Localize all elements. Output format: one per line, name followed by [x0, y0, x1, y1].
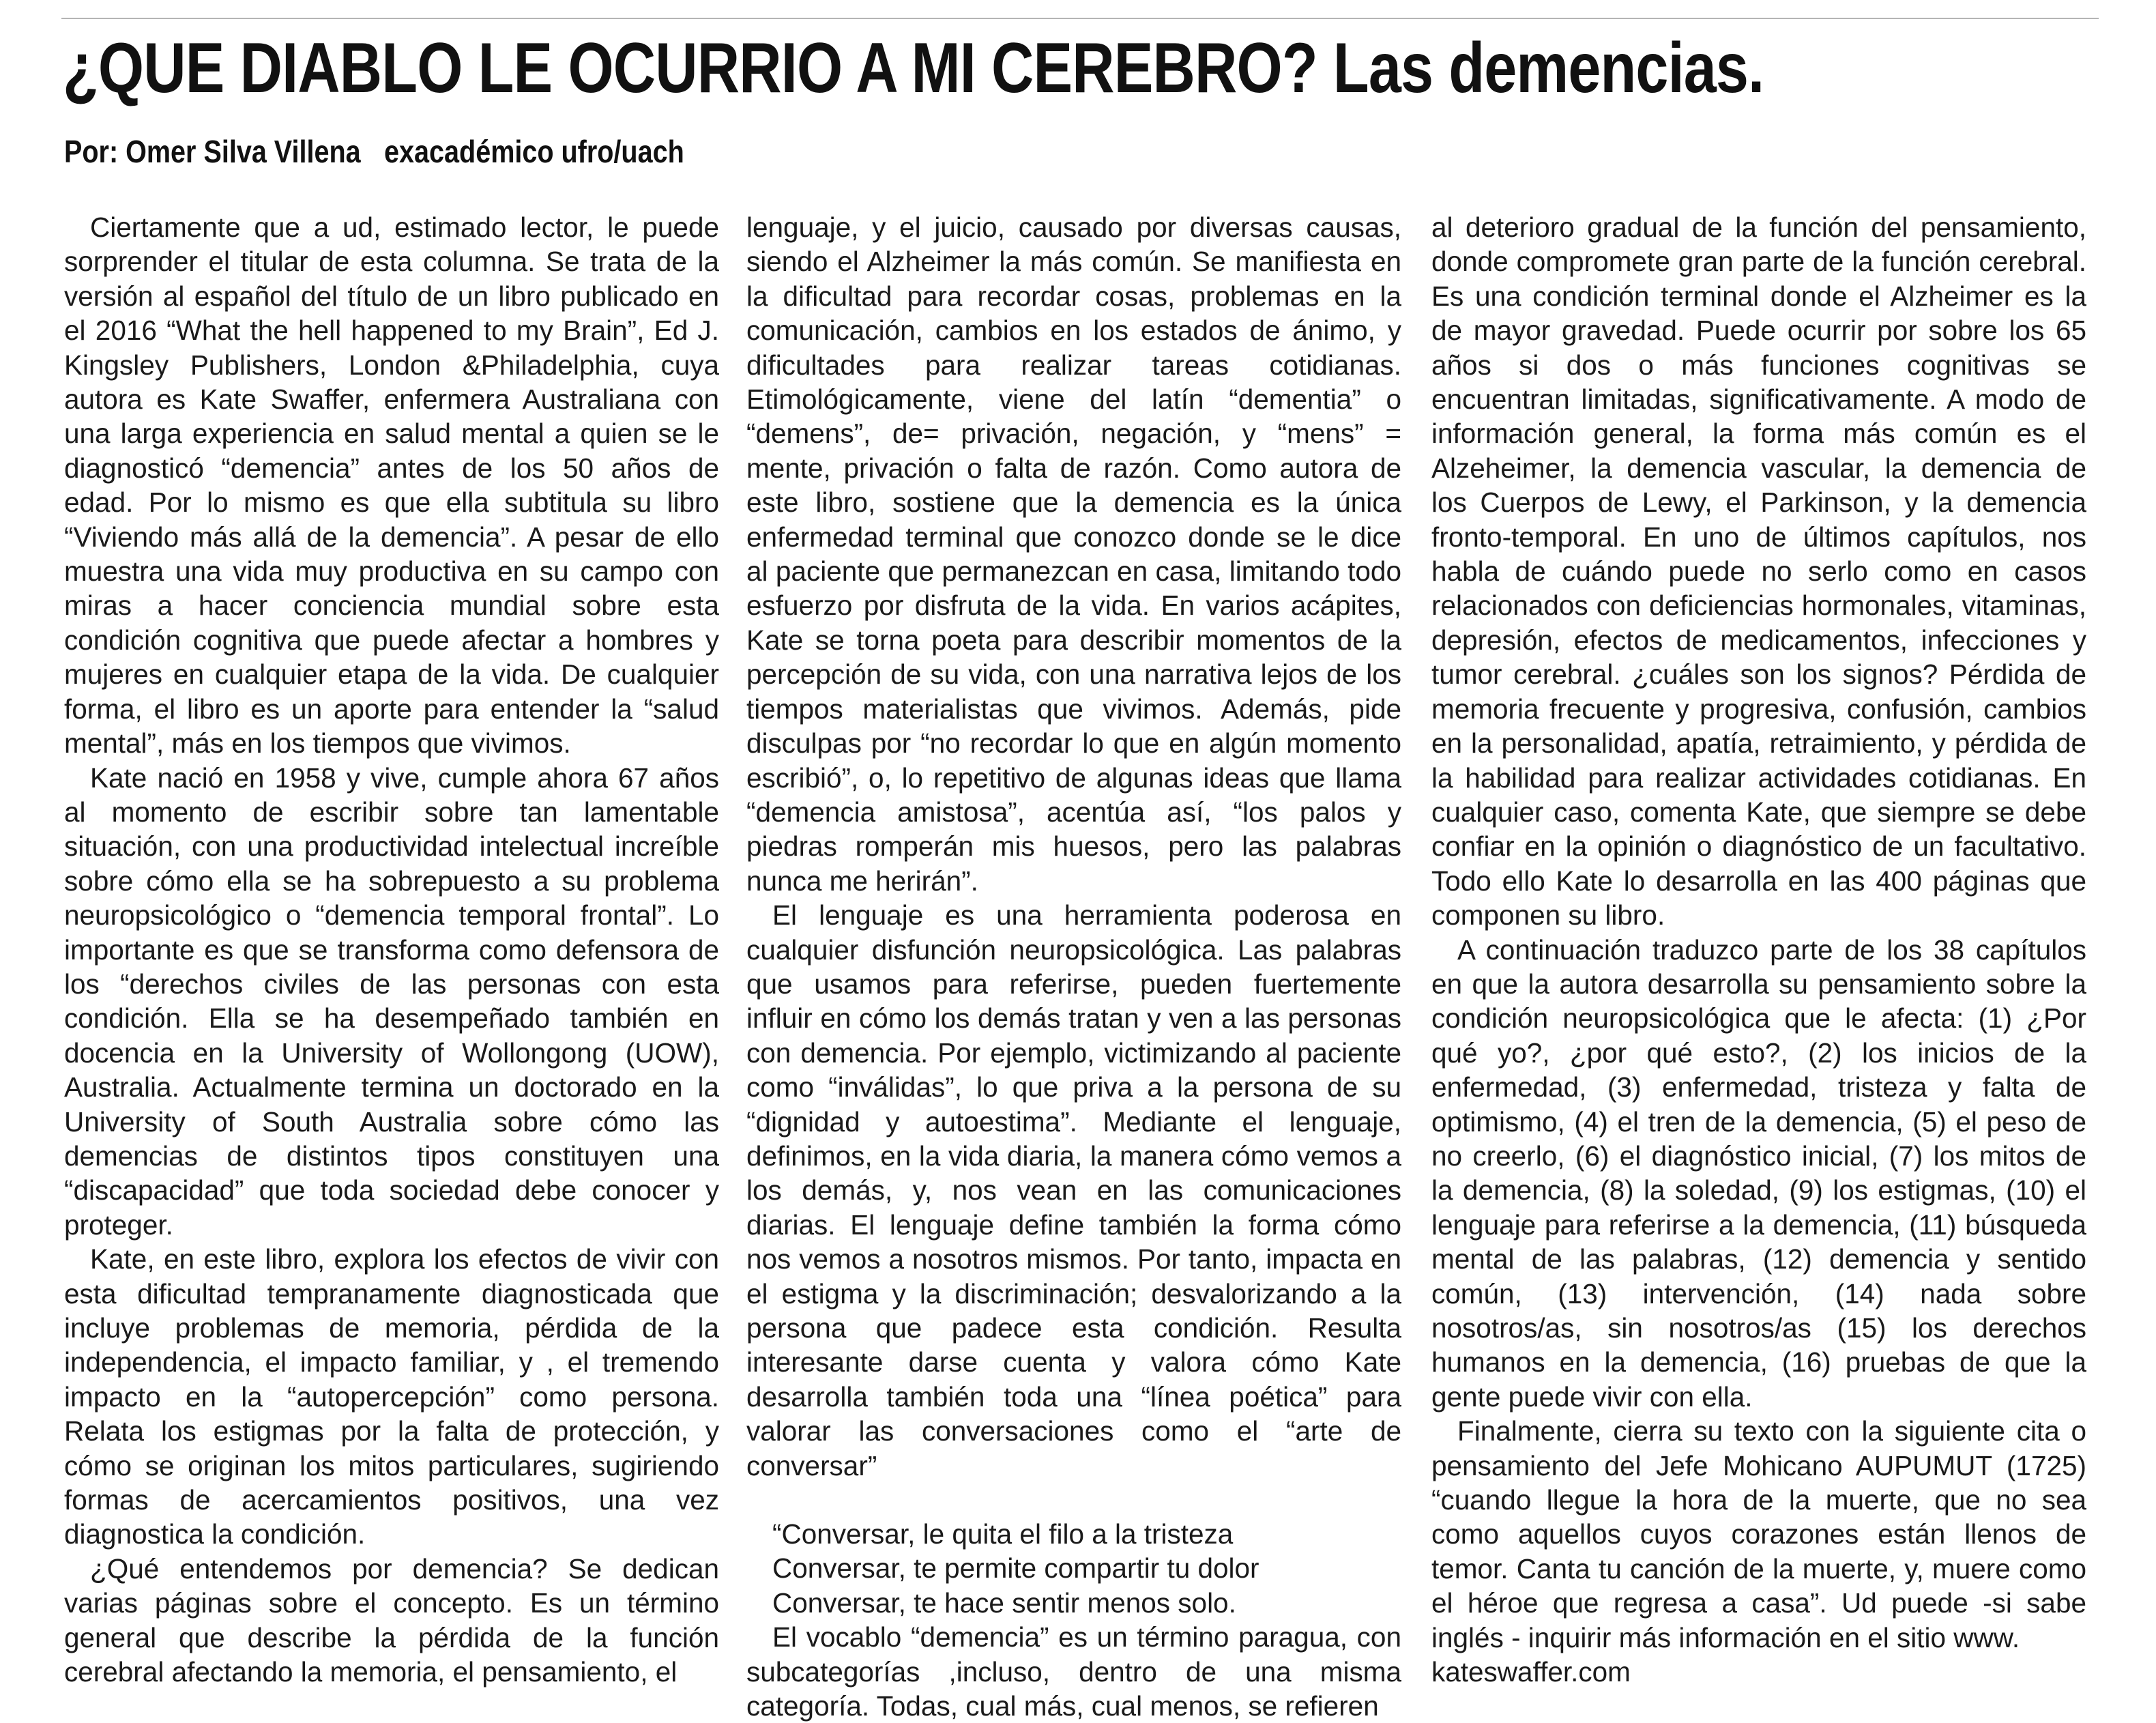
- author-role: exacadémico ufro/uach: [384, 134, 684, 169]
- paragraph-language: El lenguaje es una herramienta poderosa en cualquier disfunción neuropsicológica. Las palabras que usamos para referirse, pueden fuertemente influir en cómo los demás tratan y ven a las personas con demencia. Por ejemplo, victimizando al paciente como “inválidas”, lo que priva a la persona de su “dignidad y autoestima”. Mediante el lenguaje, definimos, en la vida diaria, la manera cómo vemos a los demás, y, nos vean en las comunicaciones diarias. El lenguaje define también la forma cómo nos vemos a nosotros mismos. Por tanto, impacta en el estigma y la discriminación; desvalorizando a la persona que padece esta condición. Resulta interesante darse cuenta y valora cómo Kate desarrolla también toda una “línea poética” para valorar las conversaciones como el “arte de conversar”: [746, 899, 1401, 1481]
- paragraph-umbrella-continued: al deterioro gradual de la función del pensamiento, donde compromete gran parte de la función cerebral. Es una condición terminal donde el Alzheimer es la de mayor gravedad. Puede ocurrir por sobre los 65 años si dos o más funciones cognitivas se encuentran limitadas, significativamente. A modo de información general, la forma más común es el Alzeheimer, la demencia vascular, la demencia de los Cuerpos de Lewy, el Parkinson, y la demencia fronto-temporal. En uno de últimos capítulos, nos habla de cuándo puede no serlo como en casos relacionados con deficiencias hormonales, vitaminas, depresión, efectos de medicamentos, infecciones y tumor cerebral. ¿cuáles son los signos? Pérdida de memoria frecuente y progresiva, confusión, cambios en la personalidad, apatía, retraimiento, y pérdida de la habilidad para realizar actividades cotidianas. En cualquier caso, comenta Kate, que siempre se debe confiar en la opinión o diagnóstico de un facultativo. Todo ello Kate lo desarrolla en las 400 páginas que componen su libro.: [1431, 212, 2086, 931]
- article-column-1: [64, 210, 719, 1698]
- article-column-2: [746, 210, 1401, 1722]
- poem-line: Conversar, te hace sentir menos solo.: [772, 1587, 1236, 1619]
- author-name: Por: Omer Silva Villena: [64, 134, 361, 169]
- poem-line: “Conversar, le quita el filo a la tristeza: [772, 1518, 1234, 1550]
- paragraph-definition-start: ¿Qué entendemos por demencia? Se dedican varias páginas sobre el concepto. Es un término general que describe la pérdida de la función cerebral afectando la memoria, el pensamiento, el: [64, 1552, 719, 1688]
- poem-quote: [746, 1517, 1401, 1620]
- paragraph-book-themes: Kate, en este libro, explora los efectos de vivir con esta dificultad tempranamente diagnosticada que incluye problemas de memoria, pérdida de la independencia, el impacto familiar, y , el tremendo impacto en la “autopercepción” como persona. Relata los estigmas por la falta de protección, y cómo se originan los mitos particulares, sugiriendo formas de acercamientos positivos, una vez diagnostica la condición.: [64, 1243, 719, 1550]
- paragraph-intro: Ciertamente que a ud, estimado lector, le puede sorprender el titular de esta columna. Se trata de la versión al español del título de un libro publicado en el 2016 “What the hell happened to my Brain”, Ed J. Kingsley Publishers, London &Philadelphia, cuya autora es Kate Swaffer, enfermera Australiana con una larga experiencia en salud mental a quien se le diagnosticó “demencia” antes de los 50 años de edad. Por lo mismo es que ella subtitula su libro “Viviendo más allá de la demencia”. A pesar de ello muestra una vida muy productiva en su campo con miras a hacer conciencia mundial sobre esta condición cognitiva que puede afectar a hombres y mujeres en cualquier etapa de la vida. De cualquier forma, el libro es un aporte para entender la “salud mental”, más en los tiempos que vivimos.: [64, 212, 719, 759]
- paragraph-kate-bio: Kate nació en 1958 y vive, cumple ahora 67 años al momento de escribir sobre tan lamentable situación, con una productividad intelectual increíble sobre cómo ella se ha sobrepuesto a su problema neuropsicológico o “demencia temporal frontal”. Lo importante es que se transforma como defensora de los “derechos civiles de las personas con esta condición. Ella se ha desempeñado también en docencia en la University of Wollongong (UOW), Australia. Actualmente termina un doctorado en la University of South Australia sobre cómo las demencias de distintos tipos constituyen una “discapacidad” que toda sociedad debe conocer y proteger.: [64, 762, 719, 1241]
- paragraph-chapters: A continuación traduzco parte de los 38 capítulos en que la autora desarrolla su pensamiento sobre la condición neuropsicológica que le afecta: (1) ¿Por qué yo?, ¿por qué esto?, (2) los inicios de la enfermedad, (3) enfermedad, tristeza y falta de optimismo, (4) el tren de la demencia, (5) el peso de no creerlo, (6) el diagnóstico inicial, (7) los mitos de la demencia, (8) la soledad, (9) los estigmas, (10) el lenguaje para referirse a la demencia, (11) búsqueda mental de las palabras, (12) demencia y sentido común, (13) intervención, (14) nada sobre nosotros/as, sin nosotros/as (15) los derechos humanos en la demencia, (16) pruebas de que la gente puede vivir con ella.: [1431, 933, 2086, 1413]
- website-url: kateswaffer.com: [1431, 1656, 1631, 1688]
- paragraph-umbrella-term: El vocablo “demencia” es un término paragua, con subcategorías ,incluso, dentro de una misma categoría. Todas, cual más, cual menos, se refieren: [746, 1621, 1401, 1722]
- paragraph-closing-quote: Finalmente, cierra su texto con la siguiente cita o pensamiento del Jefe Mohicano AUPUMUT (1725) “cuando llegue la hora de la muerte, que no sea como aquellos cuyos corazones están llenos de temor. Canta tu canción de la muerte, y, muere como el héroe que regresa a casa”. Ud puede -si sabe inglés - inquirir más información en el sitio www.: [1431, 1415, 2086, 1653]
- article-headline: ¿QUE DIABLO LE OCURRIO A MI CEREBRO? Las demencias.: [63, 29, 1764, 108]
- byline: [64, 131, 684, 172]
- top-rule: [61, 18, 2099, 19]
- poem-line: Conversar, te permite compartir tu dolor: [772, 1552, 1259, 1584]
- paragraph-definition-continued: lenguaje, y el juicio, causado por diversas causas, siendo el Alzheimer la más común. Se manifiesta en la dificultad para recordar cosas, problemas en la comunicación, cambios en los estados de ánimo, y dificultades para realizar tareas cotidianas. Etimológicamente, viene del latín “dementia” o “demens”, de= privación, negación, y “mens” = mente, privación o falta de razón. Como autora de este libro, sostiene que la demencia es la única enfermedad terminal que conozco donde se le dice al paciente que permanezcan en casa, limitando todo esfuerzo por disfruta de la vida. En varios acápites, Kate se torna poeta para describir momentos de la percepción de su vida, con una narrativa lejos de los tiempos materialistas que vivimos. Además, pide disculpas por “no recordar lo que en algún momento escribió”, o, lo repetitivo de algunas ideas que llama “demencia amistosa”, acentúa así, “los palos y piedras romperán mis huesos, pero las palabras nunca me herirán”.: [746, 212, 1401, 897]
- article-column-3: [1431, 210, 2086, 1698]
